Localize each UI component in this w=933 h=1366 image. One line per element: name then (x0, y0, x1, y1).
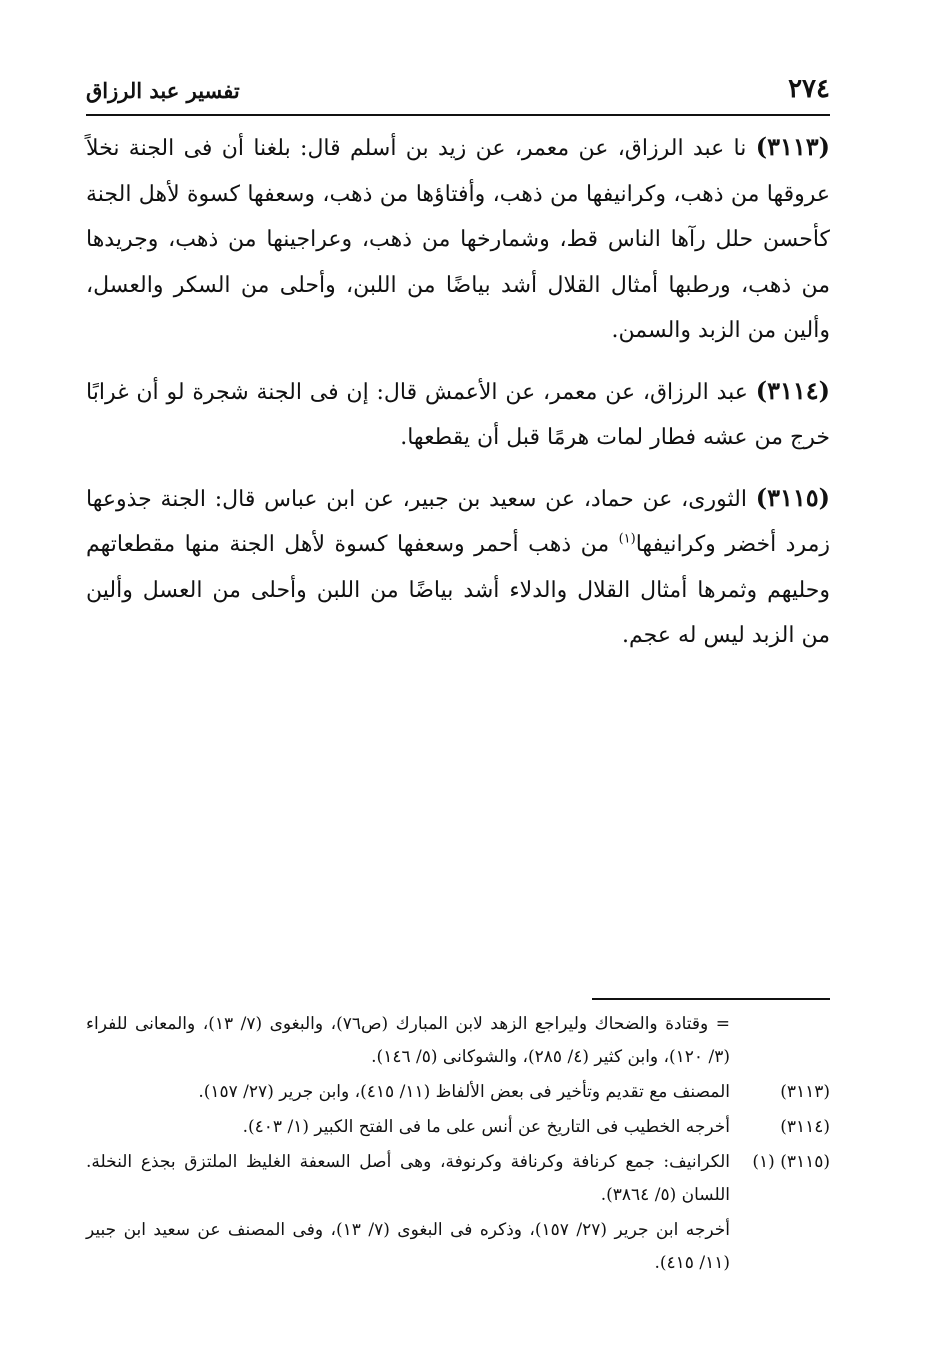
footnote-continuation (86, 1008, 830, 1074)
entry-number: (٣١١٥) (755, 482, 830, 512)
entry-text: عبد الرزاق، عن معمر، عن الأعمش قال: إن فى الجنة شجرة لو أن غرابًا خرج من عشه فطار لمات هرمًا قبل أن يقطعها. (86, 379, 830, 450)
footnote-text: = وقتادة والضحاك وليراجع الزهد لابن المبارك (ص٧٦)، والبغوى (٧/ ١٣)، والمعانى للفراء (٣/ ١٢٠)، وابن كثير (٤/ ٢٨٥)، والشوكانى (٥/ ١٤٦). (86, 1014, 730, 1067)
footnotes (86, 1008, 830, 1282)
footnote-reference: (١) (618, 531, 636, 547)
footnote-3115 (86, 1146, 830, 1212)
entry-text: الثورى، عن حماد، عن سعيد بن جبير، عن ابن عباس قال: الجنة جذوعها زمرد أخضر وكرانيفها (86, 486, 830, 557)
page-header (86, 72, 830, 116)
footnote-label: (٣١١٣) (780, 1082, 830, 1102)
entry-text: نا عبد الرزاق، عن معمر، عن زيد بن أسلم قال: بلغنا أن فى الجنة نخلاً عروقها من ذهب، وكرانيفها من ذهب، وأفتاؤها من ذهب، وسعفها كسوة لأهل الجنة كأحسن حلل رآها الناس قط، وشمارخها من ذهب، وعراجينها من ذهب، وجريدها من ذهب، ورطبها أمثال القلال أشد بياضًا من اللبن، وأحلى من السكر والعسل، وألين من الزبد والسمن. (86, 136, 830, 343)
entry-3115 (86, 475, 830, 659)
entry-3114 (86, 368, 830, 461)
page-number: ٢٧٤ (788, 74, 830, 104)
entry-3113 (86, 124, 830, 354)
footnote-text: أخرجه الخطيب فى التاريخ عن أنس على ما فى الفتح الكبير (١/ ٤٠٣). (242, 1117, 730, 1137)
entry-number: (٣١١٣) (755, 132, 830, 161)
running-title: تفسير عبد الرزاق (86, 78, 240, 103)
footnote-text: الكرانيف: جمع كرنافة وكرنافة وكرنوفة، وهى أصل السعفة الغليظ الملتزق بجذع النخلة. اللسان (٥/ ٣٨٦٤). (86, 1152, 730, 1205)
footnote-separator (592, 998, 830, 1000)
footnote-label: (٣١١٤) (780, 1117, 830, 1137)
footnote-3115-continuation: أخرجه ابن جرير (٢٧/ ١٥٧)، وذكره فى البغوى (٧/ ١٣)، وفى المصنف عن سعيد ابن جبير (١١/ ٤١٥). (86, 1220, 731, 1273)
footnote-label: (٣١١٥) (١) (752, 1152, 830, 1172)
entry-text: من ذهب أحمر وسعفها كسوة لأهل الجنة منها مقطعاتهم وحليهم وثمرها أمثال القلال والدلاء أشد بياضًا من اللبن وأحلى من العسل وألين من الزبد ليس له عجم. (86, 532, 830, 648)
footnote-label (730, 1008, 830, 1074)
main-text (86, 124, 830, 673)
footnote-text: المصنف مع تقديم وتأخير فى بعض الألفاظ (١١/ ٤١٥)، وابن جرير (٢٧/ ١٥٧). (198, 1082, 730, 1102)
footnote-3113 (86, 1076, 830, 1109)
entry-number: (٣١١٤) (755, 375, 830, 405)
footnote-3114 (86, 1111, 830, 1144)
